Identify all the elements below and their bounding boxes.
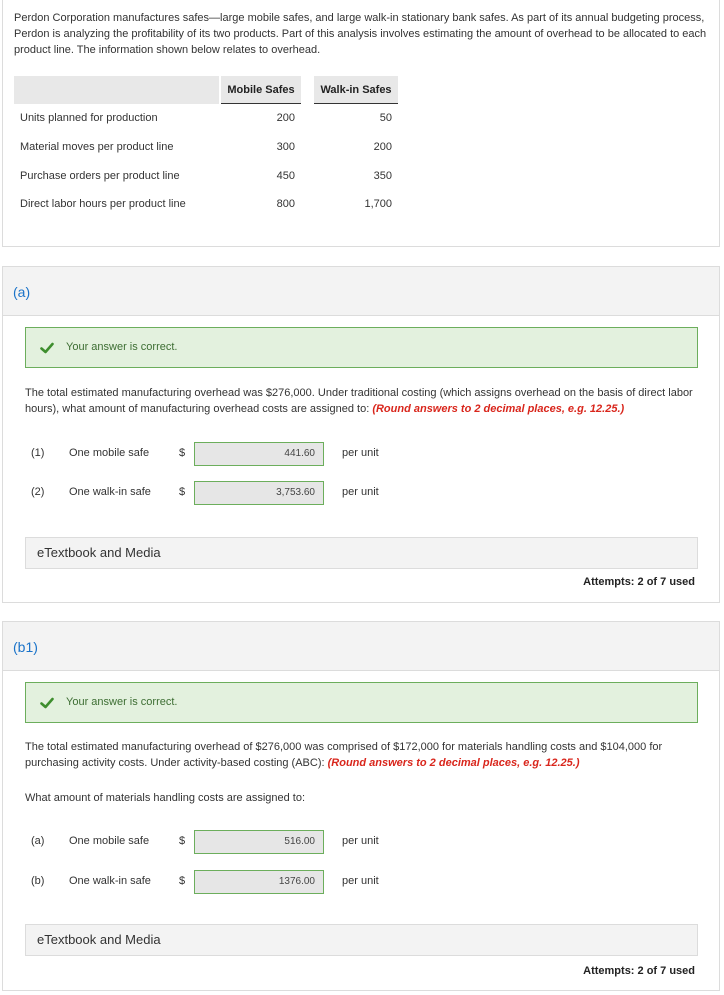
attempts-counter: Attempts: 2 of 7 used: [583, 576, 695, 588]
answer-label: One mobile safe: [69, 447, 150, 459]
currency-symbol: $: [179, 447, 186, 459]
table-cell-walkin: 50: [379, 112, 392, 124]
answer-label: One mobile safe: [69, 835, 150, 847]
table-cell-walkin: 350: [373, 170, 392, 182]
table-cell-walkin: 200: [373, 141, 392, 153]
currency-symbol: $: [179, 486, 186, 498]
part-b1-label: (b1): [13, 639, 38, 655]
checkmark-icon: [40, 341, 54, 355]
question-body: The total estimated manufacturing overhead of $276,000 was comprised of $172,000 for materials handling costs and $104,000 for purchasing activity costs. Under activity-based costing (ABC):: [25, 741, 663, 769]
correct-answer-text: Your answer is correct.: [66, 696, 178, 708]
table-cell-mobile: 200: [276, 112, 295, 124]
subquestion-text: What amount of materials handling costs are assigned to:: [25, 792, 306, 804]
correct-answer-banner: [25, 682, 698, 723]
unit-label: per unit: [342, 447, 379, 459]
walkin-safe-overhead-input[interactable]: 3,753.60: [194, 481, 324, 505]
column-header-mobile: Mobile Safes: [221, 76, 301, 104]
table-row-label: Purchase orders per product line: [20, 170, 180, 182]
table-cell-walkin: 1,700: [364, 198, 392, 210]
correct-answer-text: Your answer is correct.: [66, 341, 178, 353]
mobile-safe-materials-input[interactable]: 516.00: [194, 830, 324, 854]
unit-label: per unit: [342, 486, 379, 498]
answer-number: (a): [31, 835, 45, 847]
etextbook-media-link[interactable]: eTextbook and Media: [25, 924, 698, 956]
answer-label: One walk-in safe: [69, 875, 151, 887]
table-header-blank: [14, 76, 219, 104]
column-header-walkin: Walk-in Safes: [314, 76, 398, 104]
checkmark-icon: [40, 696, 54, 710]
question-body: The total estimated manufacturing overhead was $276,000. Under traditional costing (which assigns overhead on the basis of direct labor hours), what amount of manufacturing overhead costs are assigned to:: [25, 387, 693, 415]
answer-number: (1): [31, 447, 45, 459]
mobile-safe-overhead-input[interactable]: 441.60: [194, 442, 324, 466]
answer-number: (2): [31, 486, 45, 498]
part-a-section: [2, 266, 720, 603]
rounding-instruction: (Round answers to 2 decimal places, e.g. 12.25.): [372, 403, 625, 415]
rounding-instruction: (Round answers to 2 decimal places, e.g. 12.25.): [327, 757, 580, 769]
problem-intro-card: [2, 0, 720, 247]
unit-label: per unit: [342, 835, 379, 847]
etextbook-media-link[interactable]: eTextbook and Media: [25, 537, 698, 569]
part-a-label: (a): [13, 284, 31, 300]
table-cell-mobile: 300: [276, 141, 295, 153]
table-cell-mobile: 450: [276, 170, 295, 182]
question-text: [25, 739, 705, 771]
currency-symbol: $: [179, 875, 186, 887]
answer-number: (b): [31, 875, 45, 887]
part-b1-header: [3, 622, 719, 671]
part-b1-section: [2, 621, 720, 991]
part-a-header: [3, 267, 719, 316]
question-text: [25, 385, 705, 417]
table-row-label: Direct labor hours per product line: [20, 198, 186, 210]
table-cell-mobile: 800: [276, 198, 295, 210]
walkin-safe-materials-input[interactable]: 1376.00: [194, 870, 324, 894]
table-row-label: Material moves per product line: [20, 141, 174, 153]
problem-statement: Perdon Corporation manufactures safes—large mobile safes, and large walk-in stationary bank safes. As part of its annual budgeting process, Perdon is analyzing the profitability of its two products. Part of this analysis involves estimating the amount of overhead to be allocated to each product line. The information shown below relates to overhead.: [14, 12, 707, 56]
table-row-label: Units planned for production: [20, 112, 158, 124]
currency-symbol: $: [179, 835, 186, 847]
correct-answer-banner: [25, 327, 698, 368]
unit-label: per unit: [342, 875, 379, 887]
attempts-counter: Attempts: 2 of 7 used: [583, 965, 695, 977]
answer-label: One walk-in safe: [69, 486, 151, 498]
